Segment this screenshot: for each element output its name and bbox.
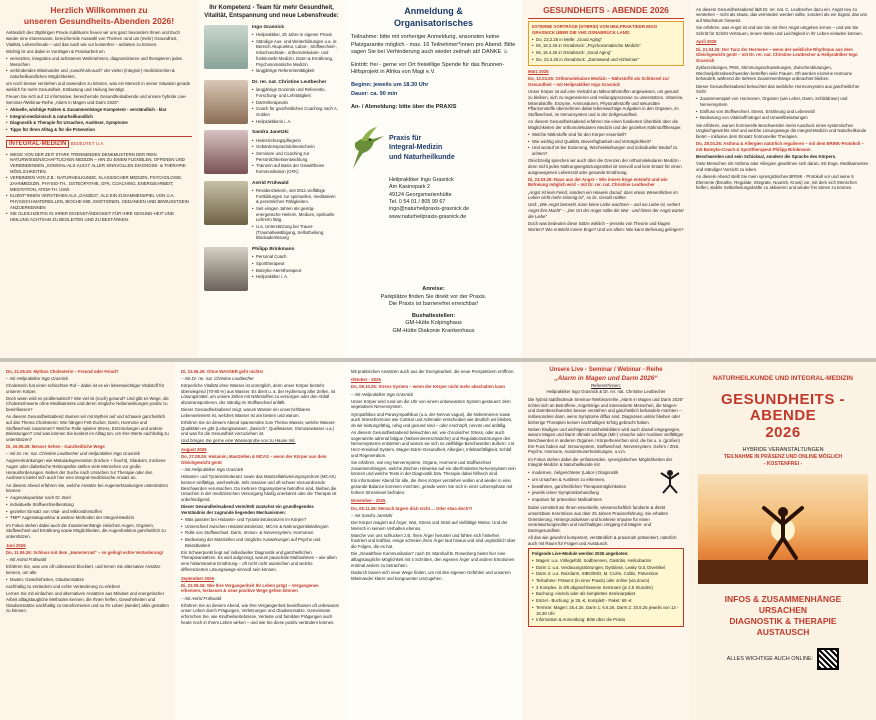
list-item: • VERBINDEN VON Z.B.: NATURHEILKUNDE, KLASSISCHER MEDIZIN, PSYCHOLOGIE, ZAHNMEDIZIN, PHYSIO-TH., OSTEOPATHIE, GFK, COACHING, ENERGIEARBEIT, MEDITATION, ATEM-TH. USW.	[6, 175, 192, 192]
event-text: An diesem Gesundheitsabend beleuchten wir, wie chronischer Stress, oder auch sogenannte adrenal fatigue (Nebennierenschwäche) und Regulationsstörungen des Nervensystems entstehen und warum sie sich so vielfältige Beschwerden äußern: z.B. Herz-Kreislauf-System, Magen-Darm-Gesundheit, Allergien, Infektanfälligkeit, Schlaf und Regeneration.	[351, 430, 516, 458]
cover-sub-2: TEILNAHME IN PRÄSENZ UND ONLINE MÖGLICH	[723, 454, 843, 461]
list-item: • Diagnostik & Therapie für Ursachen, Auslöser, Symptome	[6, 120, 192, 126]
person-photo	[204, 247, 248, 291]
panel-registration	[345, 0, 522, 358]
webinar-text: Neben häufigen und wichtigen Krankheitsbildern wird auch darauf eingegangen, warum Magen und Darm oftmals wichtige (Mit-) Ursache oder Auslöser vielfältiger Beschwerden in anderen Organen / Körperbereichen sind, die bis u. a. (großen) Ein-Fuss haben auf: Immunsystem, Stoffwechsel, Nervensystem, Gehirn / ZNS, Psyche, Hormone, Autoimmunerkrankungen, u.v.m.	[528, 426, 684, 455]
welcome-p2: Wichtig ist uns dabei in Vorträgen & Praxisarbeit ein	[6, 48, 105, 54]
webinar-title-1: Unsere Live - Seminar / Webinar - Reihe	[549, 367, 663, 373]
event-speaker: – mit Dr. rer. nat. Christine Leutbecher und Heilpraktiker Ingo Grasnick	[6, 451, 140, 457]
person-card	[204, 181, 339, 242]
event-title: Do, 28.04.26: Asthma & Allergien natürlich regulieren – mit dem BRINK-Protokoll – mit Buteyko-Coach & Sporttherapeut Philipp Brinkmann	[696, 141, 864, 152]
event-text: Im Fokus stehen dabei auch die Zusammenhänge zwischen Augen, Organen, Stoffwechsel und Ernährung sowie Möglichkeiten, die Augenfunktion ganzheitlich zu unterstützen.	[6, 522, 166, 539]
list-item: • Aktuelle, wichtige Fakten & Zusammenhänge Kompetent - verständlich - klar	[6, 107, 192, 113]
bus-stop: GM-Hütte Diakonie Krankenhaus	[392, 327, 475, 334]
welcome-p4: Freuen Sie sich auf 12 informative, bereichernde Gesundheitsabende und unsere hybride Live-Seminar-/Webinar-Reihe „Alarm in Magen und Darm 2026“:	[6, 94, 187, 105]
person-photo	[204, 25, 248, 69]
list-item: • Integral-medizinisch & naturheilkundlich	[6, 114, 192, 120]
modules-heading: Folgende Live-Module werden 2026 angeboten:	[532, 551, 629, 557]
cover-cap: AUSTAUSCH	[756, 627, 810, 638]
logo-line-2: Integral-Medizin	[389, 144, 443, 152]
person-name: Ingo Grasnick	[252, 24, 284, 30]
event-text: „Angst ist kein Feind, sondern ein Hinweis darauf, dass etwas Wesentliches im Leben nicht mehr stimmig ist“, so Dr. Gerald Hüther.	[528, 189, 678, 201]
webinar-text: Die hybrid stattfindende Seminar-/Webinarreihe „Alarm in Magen und Darm 2026“ richtet sich an Betroffene, Angehörige und interessierte Menschen, die Magen- und Darmbeschwerden besser verstehen und ganzheitlich behandeln möchten – insbesondere dann, wenn Symptome diffus sind, Diagnosen unklar bleiben oder bisherige Therapien keinen nachhaltigen Erfolg gebracht haben.	[528, 396, 684, 425]
qr-code-icon[interactable]	[817, 648, 839, 670]
list-item: • gezielter Einsatz von Vital- und Mikronährstoffen	[6, 509, 169, 515]
event-text: An diesem Abend erfahren Sie, welche Ansätze bei Augenerkrankungen unterstützen können:	[6, 482, 168, 494]
events-title: GESUNDHEITS - ABENDE 2026	[528, 5, 684, 19]
event-text: Viele Menschen mit Asthma oder Allergien gewöhnen sich daran, mit Enge, Medikamenten und ständiger Vorsicht zu leben.	[696, 161, 869, 172]
reg-beginn: Beginn: jeweils um 18.30 Uhr	[351, 82, 429, 89]
person-name: Sandra Janetzki	[252, 130, 289, 136]
event-text: Manche von uns schlucken z.B. ihren Ärger herunter und fühlen sich hinterher frustriert und kraftlos, einige schreien ihren Ärger laut hinaus und sind unglücklich über die Folgen, die es hat.	[351, 532, 516, 550]
list-item: • Heilerziehungspflegerin	[252, 138, 339, 144]
webinar-referents: Heilpraktiker Ingo Grasnick & Dr. rer. nat. Christine Leutbecher	[546, 389, 666, 395]
list-item: • Residenzleiterin, seit 2011 vielfältige Fortbildungen zur spirituellen, meditativen & persönlichen Fähigkeiten.	[252, 188, 339, 205]
list-item: • Do, 23.2.26 in Melle: „Good Aging“	[532, 37, 680, 43]
month-heading: April 2026	[696, 39, 717, 45]
event-text: Erfahren Sie an diesem Abend spannendes zum Thema Wasser, welche Wasser-Qualitäten es gibt (Leitungswasser, „basisch“, Quellwasser, Osmosewasser u.a.) und was für die Gesundheit vorzuziehen ist.	[181, 419, 336, 437]
webinar-benefits	[528, 469, 684, 503]
event-text: Dieser Gesundheitsabend beleuchtet das weibliche Hormonsystem aus ganzheitlicher Sicht:	[696, 83, 860, 95]
address-line: ingo@naturheilpraxis-grasnick.de	[389, 206, 470, 213]
jumping-person-silhouette-icon	[758, 504, 808, 564]
event-text: Der Körper reagiert auf Ärger, Wut, Stress und Streit auf vielfältige Weise. Und der Mensch in seinem Verhalten ebenso.	[351, 519, 508, 531]
panel-cover	[690, 362, 876, 720]
welcome-bullets-2	[6, 107, 192, 133]
event-text: Gleichzeitig sprechen wir auch über die Grenzen der orthomolekularen Medizin - denn nicht jedes Nahrungsergänzungsmittel ist sinnvoll und kein Ersatz für einen ausgewogenen Lebensstil oder gesunde Ernährung.	[528, 158, 682, 175]
divider	[6, 136, 192, 137]
event-text: Erfahren Sie an diesem Abend, wie Ihre Vergangenheit beeinflussen oft unbewusst unser Leben durch Prägungen, Verletzungen und Glaubenssätze. Gemeinsam erforschen Sie, wie Kindheitserlebnisse, Verluste und familiäre Prägungen auch heute noch in Ihrem Leben wirken – und wie Sie diese positiv verändern können.	[181, 602, 339, 625]
im-heading: INTEGRAL-MEDIZIN	[6, 140, 69, 148]
cover-sunset-image	[698, 474, 868, 584]
event-text: Körperliche Vitalität ohne Wasser ist unmöglich, denn unser Körper besteht überwiegend (70-80 %) aus Wasser. Es dient u. a. der Hydrierung aller Zellen, ist Lösungsmittel, um unsere Zellen mit Nährstoffen zu versorgen oder den Abfall abzutransportieren, der ständig im Stoffwechsel anfällt.	[181, 382, 336, 405]
event-text: Augenerkrankungen wie Makuladegeneration (trocken + feucht), Glaukom, trockene Augen oder diabetische Retinopathie stellen viele Menschen vor große Herausforderungen. Neben der Suche nach Ursachen zur Therapie oder den Auslösern bietet sich auch hier eine integral-medizinische Ansatz an.	[6, 458, 166, 481]
panel-welcome	[0, 0, 198, 358]
list-item: • KLIENT*INNEN VERSTEHEN ALS „GANZES“, ALS EIN ZUSAMMENSPIEL VON U.A. PHYSISCH-MATERIELLEN, BIOCHE-MIE, EMOTIONEN, GEDANKEN UND BEWUSSTSEIN ANZUERKENNEN	[6, 193, 192, 210]
event-text: Und: „Wie Angst bemerkt, kann keine Liebe wachsen – und wo Liebe ist, verliert Angst ihre Macht“ – „Der Ort der Angst sollte die Wut - und hinter der Angst wartet die Liebe“	[528, 202, 684, 219]
reg-title-2: Organisatorisches	[393, 18, 474, 29]
webinar-text: All das wie gewohnt kompetent, verständlich & praxisnah präsentiert, natürlich auch mit Raum für Fragen und Austausch.	[528, 535, 677, 546]
cover-sub-3: - KOSTENFREI -	[763, 460, 803, 467]
event-title: Do, 27.08.26: Histamin, Mastzellen & MCAS – wenn der Körper aus dem Gleichgewicht gerät	[181, 454, 327, 465]
month-heading: März 2026	[528, 69, 549, 75]
logo-line-1: Praxis für	[389, 135, 422, 142]
event-title: Do, 21.05.26: Mythos Cholesterin – Freund oder Feind?	[6, 368, 119, 374]
event-speaker: – mit Astrid Frühwald	[6, 556, 47, 562]
arrival-line: Parkplätze finden Sie direkt vor der Praxis.	[380, 293, 487, 300]
address-line: 49124 Georgsmarienhütte	[389, 191, 452, 198]
event-text: Die „Gewaltfreie Kommunikation“ nach Dr. Marshall B. Rosenberg bietet hier eine alltagstaugliche Möglichkeit mit 4 Schritten, den eigenen Ärger und andere Emotionen erstmal anders zu betrachten.	[351, 551, 515, 568]
list-item: • Gebärdensprachdolmetscherin	[252, 144, 339, 150]
event-title: Di, 24.03.26: Raus aus der Angst – Wie innere Enge entsteht und wie Befreiung möglich wird – mit Dr. rer. nat. Christine Leutbecher	[528, 176, 668, 188]
arrival-info	[351, 286, 516, 335]
list-item: • Welche Nährstoffe sind für den Körper essentiell?	[528, 132, 684, 138]
list-item: • Heilpraktikerin i. A.	[252, 119, 339, 125]
reg-anmeldung: An- / Abmeldung: bitte über die PRAXIS	[351, 103, 457, 110]
list-item: • Teilnahme: Präsenz (in einer Praxis) oder online (via Zoom)	[532, 578, 680, 584]
person-card	[204, 25, 339, 75]
event-text: Lernen Sie mit einfachen und alternativen Ansätzen aus Mindset und energetischer Arbeit alltagstaugliche Methoden kennen, die Ihnen helfen, Gewohnheiten und Glaubenssätze nachhaltig zu transformieren und so Ihr Leben (wieder) aktiv gestalten zu können.	[6, 591, 169, 614]
event-text: Unser Körper wird rund um die Uhr von einem unbewussten System gesteuert: dem vegetativen Nervensystem.	[351, 398, 511, 410]
cover-cap: DIAGNOSTIK & THERAPIE	[729, 615, 837, 626]
person-name: Astrid Frühwald	[252, 180, 289, 186]
event-speaker: – mit Heilpraktiker Ingo Grasnick	[351, 391, 414, 397]
cover-title-2: 2026	[765, 423, 801, 441]
list-item: • jeweils reiner Symptombehandlung	[528, 490, 653, 496]
list-item: • Und worauf ist bei Dosierung, Wechselwirkungen und individueller Bedarf zu achten?	[528, 145, 684, 156]
event-text: nachhaltig zu verändern und echte Veränderung zu erleben!	[6, 584, 121, 590]
event-title: Do, 12.03.26: Orthomolekulare Medizin – Nährstoffe als Schlüssel zur Gesundheit – mit Heilpraktiker Ingo Grasnick	[528, 76, 670, 88]
arrival-line: Die Praxis ist barrierefrei erreichbar!	[388, 301, 479, 308]
logo-text	[389, 134, 455, 162]
list-item: • Trainerin auf Basis der Gewaltfreien Kommunikation (GFK)	[252, 163, 339, 174]
address-line: Heilpraktiker Ingo Grasnick	[389, 177, 454, 184]
cover-capitals	[696, 594, 870, 639]
list-item: • U.a. Unterstützung bei Trauer- (Traumabewältigung, Selbstheilung, Blockadenlösung	[252, 224, 339, 241]
cover-sub-1: HYBRIDE VERANSTALTUNGEN	[742, 447, 824, 454]
im-bullets	[6, 152, 192, 223]
event-title: Do, 05.11.26: Mensch ärgere dich nicht ... Oder etwa doch?!	[351, 505, 473, 511]
address-line: Tel. 0 54 01 / 805 99 67	[389, 199, 446, 206]
external-talks-heading: EXTERNE VORTRÄGE (HYBRID) VON HEILPRAKTIKER INGO GRASNICK ÜBER DIE VHS OSNABRÜCK LAND:	[532, 24, 658, 35]
person-name: Philipp Brinkmann	[252, 246, 295, 252]
person-card	[204, 247, 339, 291]
list-item: • Zusammenspiel von Hormonen, Organen (wie Leber, Darm, Schilddrüse) und Nervensystem	[696, 96, 870, 107]
list-item: • Do, 23.4.26 in Osnabrück: „Darmwand und Alzheimer“	[532, 57, 680, 63]
list-item: • langjährige Referententätigkeit	[252, 68, 339, 74]
event-text: Histamin- und Tyraminintoleranz sowie das Mastzellaktivierungssyndrom (MCAS) können vielfältige, wechselnde, teils massive und oft schwer einzuordnende Beschwerden verursachen. Da mehrere Organsysteme betroffen sind, bleiben die Ursachen in der medizinischen Versorgung häufig unerkannt oder die Therapie ist unbefriedigend.	[181, 474, 337, 502]
list-item: • Darmtherapeutin	[252, 100, 339, 106]
month-heading: November - 2025	[351, 498, 386, 504]
list-item: • Seminare und Coaching zur Persönlichkeitsentwicklung	[252, 151, 339, 162]
list-item: • Darm 1: u.a. Verdauungsstörungen, Dysbiose, Leaky Gut, Divertikel	[532, 565, 680, 571]
team-title: Ihr Kompetenz - Team für mehr Gesundheit, Vitalität, Entspannung und neue Lebensfreude:	[204, 5, 339, 19]
list-item: • individuelle Stoffwechselberatung	[6, 502, 169, 508]
panel-events-oct-nov	[345, 362, 522, 720]
reg-title-1: Anmeldung &	[404, 6, 463, 16]
list-item: • bewährten, ganzheitlichen Therapiemöglichkeiten	[528, 484, 653, 490]
list-item: • Wie wichtig sind Qualität, Bioverfügbarkeit und Verträglichkeit?	[528, 139, 684, 145]
person-name: Dr. rer. nat. Christine Leutbecher	[252, 79, 327, 85]
bus-heading: Bushaltestellen:	[411, 312, 456, 319]
event-text: Ein Schwerpunkt liegt auf individueller Diagnostik und ganzheitlichen Therapieansätzen. Es wird aufgezeigt, warum pauschale Maßnahmen – wie allein eine histaminarme Ernährung – oft nicht nicht ausreichen und welche differenzierten Lösungswege sinnvoll sein können.	[181, 549, 337, 572]
person-photo	[204, 130, 248, 174]
bus-stop: GM-Hütte Kolpinghaus	[405, 320, 462, 327]
list-item: • Personal Coach	[252, 254, 301, 260]
list-item: • Heilpraktiker, 25 Jahre in eigener Praxis	[252, 32, 339, 38]
event-title: Di, 23.06.26: Ohne WASSER geht nichts!	[181, 368, 264, 374]
list-item: • Buteyko-Atemtherapeut	[252, 268, 301, 274]
event-title: Do, 08.10.26: Stress System – wenn der Körper nicht mehr abschalten kann	[351, 384, 506, 390]
event-speaker: – mit Astrid Frühwald	[181, 595, 222, 601]
webinar-text: Dabei vermittelt wir Ihnen essentielle, wissenschaftlich fundierte & direkt umsetzbare Kenntnisse aus über 25 Jahren Praxiserfahrung. Sie erhalten Orientierung, Hintergrundwissen und konkrete Impulse für einen verantwortungsvollen und nachhaltigen Umgang mit Magen- und Darmgesundheit.	[528, 505, 668, 533]
hummingbird-logo-icon	[351, 125, 385, 171]
event-speaker: – mit Dr. rer. nat. Christine Leutbecher	[181, 375, 254, 381]
welcome-bullets	[6, 56, 192, 80]
list-item: • Magen: u.a. Völlegefühl, Sodbrennen, Gastritis, Helicobacter	[532, 558, 680, 564]
panel-events-march	[522, 0, 690, 358]
list-item: • WEGE VON DER ZEIT STARK TRENNENDEN DENKMUSTERN DER REIN NATURWISSENSCHAFTLICHEN MEDIZIN – HIN ZU EINEM FLEXIBLEN, OFFENEN UND VERBINDENDEN „SOWOHL-ALS-AUCH“ ALLER SINNVOLLEN DIAGNOSE- & THERAPIE-MÖGLICHKEITEN.	[6, 152, 192, 175]
person-card	[204, 130, 339, 175]
cover-cap: URSACHEN	[758, 604, 808, 615]
event-text: Zykluszeitungen, PMS, Stimmungsschwankungen, Zwischenblutungen, Wechseljahresbeschwerden betreffen viele Frauen. Oft werden einzelne Hormone behandelt, während die tieferen Zusammenhänge unbeachtet bleiben.	[696, 65, 853, 82]
list-item: • vernetztes, integrales und achtsames Wahrnehmen, diagnostizieren und therapieren jedes Menschen	[6, 56, 192, 67]
list-item: • Coach für ganzheitliches Coaching nach A. Golden	[252, 106, 339, 117]
list-item: • Bedeutung der Mastzellen und mögliche Auswirkungen auf Psyche und Belastbarkeit	[181, 537, 339, 548]
person-photo	[204, 80, 248, 124]
event-text: Dieser Gesundheitsabend vermittelt zunächst ein grundlegendes Verständnis der zugrunde liegenden Mechanismen:	[181, 504, 314, 515]
event-text: An diesem Gesundheitsabend erfahren Sie einen fundierten Überblick über die Möglichkeiten der orthomolekularen Medizin und der gezielten Nährstofftherapie:	[528, 119, 682, 130]
panel-events-may-june	[0, 362, 175, 720]
event-title: Di, 21.04.26: Der Tanz der Hormone – wenn der weibliche Rhythmus aus dem Gleichgewicht gerät – mit Dr. rer. nat. Christine Leutbecher & Heilpraktiker Ingo Grasnick	[696, 46, 858, 63]
list-item: • verbindendes Miteinander und „sowohl-als-auch“ der vielen (integral-) medizinischen & naturheilkundlichen Möglichkeiten,	[6, 68, 192, 79]
cover-online-row	[696, 648, 870, 670]
list-item: • TMP* Augenakupunktur & weitere Methoden der Integral-Medizin	[6, 515, 169, 521]
list-item: • Tipps für Ihren Alltag & für die Prävention	[6, 127, 192, 133]
event-text: Und bringen Sie gerne eine Wasserprobe von zu Hause mit.	[181, 438, 296, 444]
event-text: Dieser Gesundheitsabend zeigt, warum Wasser ein unverzichtbares Lebenselement ist, welches Wasser ist am besten und warum.	[181, 407, 311, 418]
list-item: • Rolle von Stoffwechsel, Darm, Immun- & Nervensystem, Hormonen	[181, 530, 339, 536]
event-text: Erfahren Sie, was uns oft unbewusst blockiert, und lernen Sie alternative Ansätze kennen, um alte	[6, 564, 161, 575]
welcome-title-2: unseren Gesundheits-Abenden 2026!	[23, 16, 175, 27]
external-talks-box	[528, 21, 684, 66]
list-item: • Impulsen für präventive Maßnahmen	[528, 497, 653, 503]
list-item: • Augenakupunktur nach Dr. Boel	[6, 495, 169, 501]
list-item: • Mi, 15.4.26 in Osnabrück: „Good Aging“	[532, 50, 680, 56]
practice-address	[389, 177, 516, 221]
list-item: • modernen, zielgerichteter (Labor-) Diagnostik	[528, 470, 653, 476]
month-heading: September 2026	[181, 575, 214, 581]
integral-medizin-heading	[6, 141, 192, 149]
event-text: Sie erfahren, warum hormonelle Beschwerden meist Ausdruck eines systemischen Ungleichgewichts sind und welche Lösungswege die Integral-Medizin und Naturheilkunde bietet – inklusive dem Einsatz hormoneller Therapien.	[696, 122, 867, 139]
event-text: Unser Körper ist auf eine Vielzahl an Mikronährstoffen angewiesen, um gesund zu bleiben, sich zu regenerieren und Heilungsprozesse zu unterstützen. Vitamine, Mineralstoffe, Enzyme, Aminosäuren, Phytonährstoffe und sekundäre Pflanzenstoffe übernehmen dabei lebenswichtige Aufgaben in den Organen, im Stoffwechsel, im Immunsystem und in der Zellgesundheit.	[528, 89, 684, 117]
list-item: • Was passiert bei Histamin- und Tyraminintoleranzen im Körper?	[181, 517, 339, 523]
event-text: Sie erfahren, was Angst ist und wie Sie mit Ihrer Angst umgehen lernen – und wie Sie Schritt für Schritt Vertrauen, innere Weite und Leichtigkeit in Ihr Leben einladen können.	[696, 25, 863, 36]
reg-teilnahme: Teilnahme: bitte mit vorheriger Anmeldung, ansonsten keine Platzgarantie möglich - max. 16 Teilnehmer*innen pro Abend. Bitte sagen Sie bei Verhinderung auch wieder zeitnah ab! DANKE ☺	[351, 34, 516, 56]
cover-online-text: ALLES WICHTIGE AUCH ONLINE:	[726, 655, 814, 662]
list-item: • 3 Komplex. in 3/6 abgeschlossene Seminare (je 2,5 Stunden)	[532, 585, 680, 591]
event-title: Do, 11.06.26: Schluss mit dem „Hamsterrad“ – so gelingt echte Veränderung!	[6, 549, 164, 555]
month-heading: Oktober - 2025	[351, 377, 381, 383]
list-item: • Termine: Magen: 25.4.26, Darm 1: 6.6.26, Darm 2: 20.6.25 jeweils von 13 - 15.30 Uhr	[532, 605, 680, 616]
event-speaker: – mit Heilpraktiker Ingo Grasnick	[6, 375, 69, 381]
panel-webinar-series	[522, 362, 690, 720]
event-text: Ein informativer Abend für alle, die ihren Körper verstehen wollen und wieder in eine gesunde Balance kommen möchten, gerade wenn Sie sich in einer Lebensphase mit hohem Stresslevel befinden.	[351, 478, 513, 495]
panel-events-april	[690, 0, 876, 358]
jumping-person-icon	[656, 469, 684, 495]
list-item: • um Ursachen & Auslöser zu erkennen,	[528, 477, 653, 483]
cover-title-1: GESUNDHEITS - ABENDE	[720, 390, 845, 425]
reg-eintritt: Eintritt: frei - gerne vor Ort freiwillige Spende für das Brunnen-Hilfsprojekt in Afrika von Magi e.V.	[351, 61, 505, 76]
list-item: • SIE GLEICHZEITIG IN IHRER EIGENSTÄNDIGKEIT FÜR IHRE GESUND-HEIT UND HEILUNG ACHTSAM ZU BEGLEITEN UND ZU BESTÄRKEN.	[6, 211, 192, 222]
event-text: An diesem Abend stellt Sie mein synergistisches BRINK - Protokoll vor und seine 5 Elemente (Breathe, Regulate, Integrate, Nourish, Know) vor, mit dem sich Menschen helfen, stabile Selbstheilungskräfte zu aktivieren und wieder frei atmen zu können.	[696, 173, 857, 191]
event-text: Cholesterin hat einen schlechten Ruf – dabei ist es ein lebenswichtiger Vitalstoff für unseren Körper.	[6, 382, 165, 394]
event-speaker: – mit Sandra Janetzki	[351, 512, 393, 518]
address-line: Am Kasinopark 2	[389, 184, 431, 191]
webinar-modules-box	[528, 548, 684, 626]
welcome-intro: Anlässlich des 25jährigen Praxis-Jubiläums freuen wir uns ganz besonders Ihnen und Euch wieder eine interessante, bereichernde Auswahl von Themen rund um (mehr) Gesundheit, Vitalität, Lebensfreude – und das nach wie vor kostenfrei – anbieten zu können.	[6, 30, 180, 47]
list-item: • Bedeutung von Vitalstoffmängel und Umweltbelastungen	[696, 115, 870, 121]
event-text: Sie erfahren, wie eng Nervensystem, Organe, Hormone und Stoffwechsel zusammenhängen, welche Zeichen Hinweise auf ein überfordertes Nervensystem sein können und welche Tests in der Diagnostik bzw. Therapie dabei hilfreich sind.	[351, 459, 516, 477]
month-heading: August 2026	[181, 447, 207, 453]
event-title: Di, 26.05.26: Besser Sehen - Ganzheitliche Wege	[6, 444, 105, 450]
list-item: • Muster, Gewohnheiten, Glaubenssätze	[6, 577, 169, 583]
panel-team	[198, 0, 345, 358]
list-item: • Heilpraktiker i. A.	[252, 274, 301, 280]
im-subheading: BEDEUTET U.A.	[70, 140, 105, 146]
reg-dauer: Dauer: ca. 90 min	[351, 91, 398, 98]
list-item: • Einzel - Buchung: je 25,-€, Komplett - Paket: 69 -€	[532, 598, 680, 604]
webinar-text: Im Fokus stehen dabei die umfassenden, synergistischen Möglichkeiten der Integral-Medizin & Naturheilkunde mit	[528, 456, 673, 468]
webinar-referents-label: Referent*innen:	[591, 383, 621, 389]
event-text: Sympathikus und Parasympathikus (u.a. der Nervus vagus), die Nebennieren sowie auch Stresshormone wie Cortisol und Adrenalin entscheiden wie deutlich wir bleiben, ob wir leistungsfähig, ruhig und gesund sind – oder erschöpft, nervös und anfällig.	[351, 411, 513, 428]
practice-logo	[351, 125, 516, 171]
cover-cap: INFOS & ZUSAMMENHÄNGE	[724, 593, 842, 604]
event-text: Mit praktischen Ansätzen auch aus der Energiearbeit, die neue Perspektiven eröffnen.	[351, 368, 515, 374]
person-photo	[204, 181, 248, 225]
logo-line-3: und Naturheilkunde	[389, 153, 455, 161]
event-text: Dadurch lassen sich neue Wege finden, um mit den eigenen Gefühlen und unserem Miteinander klarer und kongruenter umzugehen.	[351, 569, 511, 581]
event-speaker: – mit Heilpraktiker Ingo Grasnick	[181, 467, 244, 473]
list-item: • Einfluss von Stoffwechsel, Stress, Ernährung und Lebensstil	[696, 109, 870, 115]
webinar-title-2: „Alarm in Magen und Darm 2026“	[554, 374, 658, 382]
welcome-title-1: Herzlich Willkommen zu	[50, 5, 148, 15]
address-line: www.naturheilpraxis-grasnick.de	[389, 213, 467, 220]
arrival-heading: Anreise:	[422, 286, 445, 292]
person-card	[204, 80, 339, 125]
panel-events-june-sept	[175, 362, 345, 720]
cover-top-line: NATURHEILKUNDE UND INTEGRAL-MEDIZIN	[713, 375, 853, 382]
list-item: • Seit einigen Jahren als geistig-energetische Heilerin, Medium, spirituelle Lehrerin tätig.	[252, 206, 339, 223]
event-text: An diesem Gesundheitsabend räumen wir mit Mythen auf und schauen ganzheitlich auf das Thema Cholesterin: Wie hängen Fett-Zucker, Darm, Hormone und Stoffwechsel zusammen? Welche Rolle spielen Stress, Entzündungen und andere Belastungen? Und was können Sie konkret im Alltag tun, um Ihre Werte nachhaltig zu unterstützen?	[6, 414, 169, 442]
list-item: • Information & Anmeldung: Bitte über die Praxis	[532, 617, 680, 623]
list-item: • Darm 2: u.a. Reizdarm, SIBO/IMO, M. Crohn, Colitis, Prävention	[532, 571, 680, 577]
list-item: • Ständige Aus- und Weiterbildungen u.a. in: Bereich Akupunktur, Labor-, Stoffwechsel-, mitochondriale-, orthomolekulare- und funktionelle Medizin, Darm & Ernährung, Psychosomatische Medizin	[252, 39, 339, 67]
welcome-p3: um noch besser verstehen und anwenden zu können, was ein Mensch in seiner Situation gerade wirklich für mehr Gesundheit, Entlastung und Heilung benötigt.	[6, 81, 191, 92]
event-text: Doch was bedeuten diese Sätze wirklich – jenseits von Theorie und klugen Worten? Wie entsteht innere Enge? Und vor allem: Wie kann Befreiung gelingen?	[528, 220, 684, 232]
event-text: An diesem Gesundheitsabend lädt Dr. rer. nat. C. Leutbecher dazu ein, Angst neu zu verstehen – nicht als etwas, das vermieden werden sollte, sondern als ein Signal, das uns auf Wachstum hinweist.	[696, 6, 868, 23]
event-title: Di, 22.09.26: Wie Ihre Vergangenheit Ihr Leben prägt – Vergangenes erkennen, loslassen & neue positive Wege gehen können	[181, 582, 319, 594]
list-item: • langjährige Dozentin und Referentin, Forschung- und Lehrtätigkeit	[252, 87, 339, 98]
event-text: Beschwerden und sein Schicksal, sondern die Sprache des Körpers.	[696, 153, 837, 159]
month-heading: Juni 2026	[6, 542, 26, 548]
list-item: • Mi, 18.2.26 in Osnabrück: „Psychosomatische Medizin“	[532, 43, 680, 49]
list-item: • Sporttherapeut	[252, 261, 301, 267]
list-item: • Unterschied zwischen Histaminintoleranz, MCAS & Nahrungsmittelallergien	[181, 524, 339, 530]
event-text: Doch wann wird es problematisch? Wie viel ist (noch) gesund? Und gibt es Wege, die Cholesterinwerte ohne Medikamente und deren mögliche Nebenwirkungen positiv zu beeinflussen?	[6, 395, 169, 413]
list-item: • Buchung: einzeln oder als komplettes Seminarpaket	[532, 591, 680, 597]
